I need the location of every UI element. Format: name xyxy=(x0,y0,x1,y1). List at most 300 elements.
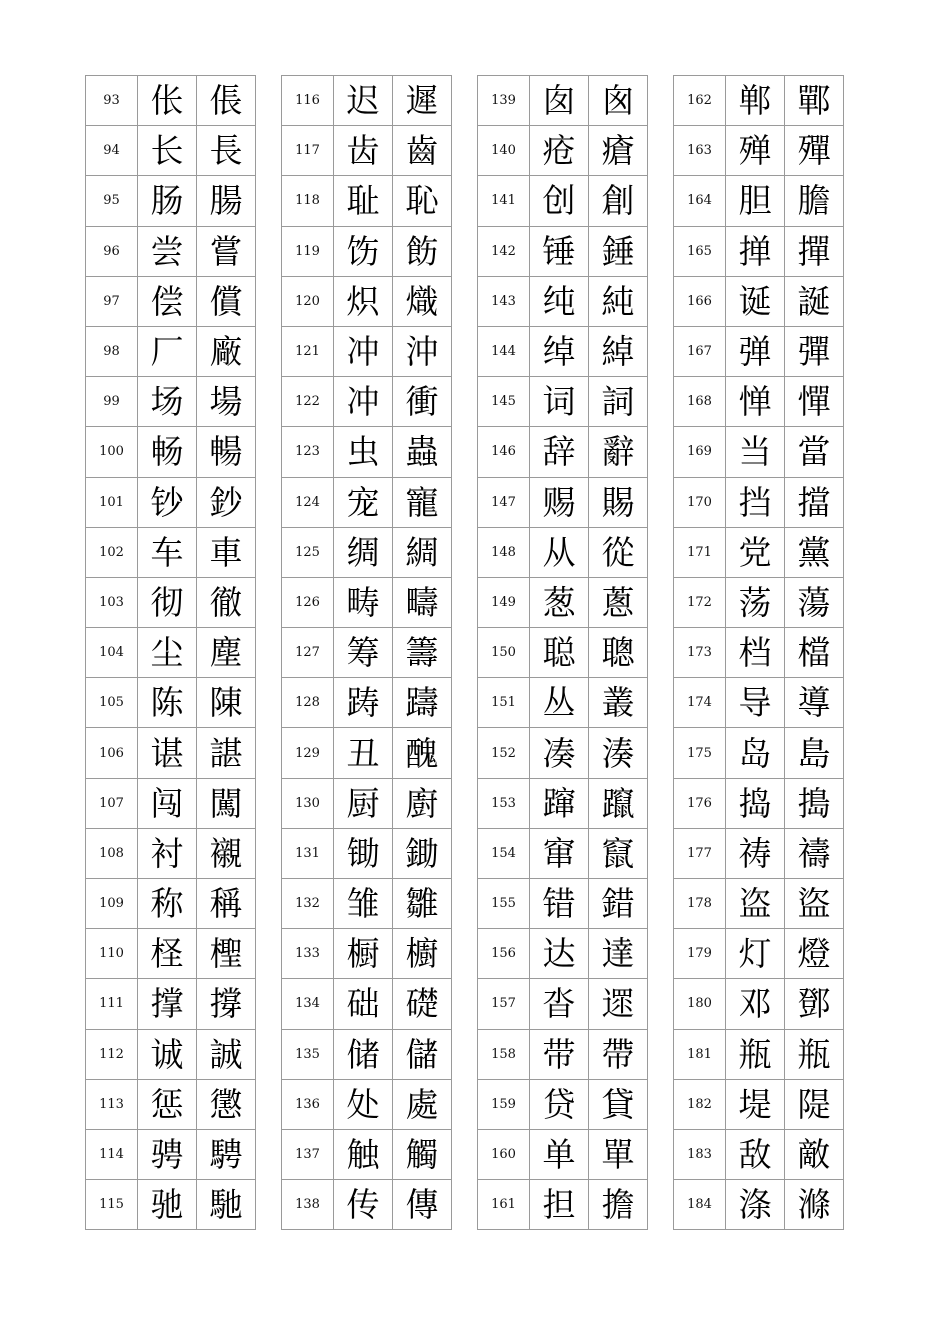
traditional-char: 蟲 xyxy=(393,427,452,477)
row-number: 136 xyxy=(282,1079,334,1129)
traditional-char: 黨 xyxy=(785,527,844,577)
row-number: 174 xyxy=(674,678,726,728)
simplified-char: 绰 xyxy=(530,326,589,376)
traditional-char: 櫥 xyxy=(393,929,452,979)
traditional-char: 廠 xyxy=(197,326,256,376)
table-row xyxy=(674,377,844,427)
traditional-char: 闖 xyxy=(197,778,256,828)
simplified-char: 党 xyxy=(726,527,785,577)
traditional-char: 懲 xyxy=(197,1079,256,1129)
traditional-char: 陳 xyxy=(197,678,256,728)
simplified-char: 骋 xyxy=(138,1129,197,1179)
row-number: 121 xyxy=(282,326,334,376)
traditional-char: 鄧 xyxy=(785,979,844,1029)
table-row xyxy=(478,979,648,1029)
row-number: 102 xyxy=(86,527,138,577)
row-number: 111 xyxy=(86,979,138,1029)
table-row xyxy=(282,326,452,376)
traditional-char: 雛 xyxy=(393,879,452,929)
simplified-char: 挡 xyxy=(726,477,785,527)
row-number: 141 xyxy=(478,176,530,226)
row-number: 149 xyxy=(478,577,530,627)
table-row xyxy=(674,226,844,276)
row-number: 157 xyxy=(478,979,530,1029)
table-row xyxy=(282,527,452,577)
traditional-char: 盜 xyxy=(785,879,844,929)
simplified-char: 传 xyxy=(334,1180,393,1230)
row-number: 96 xyxy=(86,226,138,276)
traditional-char: 馳 xyxy=(197,1180,256,1230)
table-row xyxy=(86,76,256,126)
row-number: 144 xyxy=(478,326,530,376)
char-table-4 xyxy=(673,75,844,1230)
table-row xyxy=(674,176,844,226)
row-number: 180 xyxy=(674,979,726,1029)
table-row xyxy=(674,1129,844,1179)
table-row xyxy=(674,929,844,979)
row-number: 118 xyxy=(282,176,334,226)
table-row xyxy=(674,1079,844,1129)
table-row xyxy=(478,879,648,929)
row-number: 160 xyxy=(478,1129,530,1179)
table-row xyxy=(86,226,256,276)
row-number: 119 xyxy=(282,226,334,276)
traditional-char: 廚 xyxy=(393,778,452,828)
traditional-char: 躊 xyxy=(393,678,452,728)
row-number: 131 xyxy=(282,828,334,878)
table-row xyxy=(86,628,256,678)
traditional-char: 禱 xyxy=(785,828,844,878)
row-number: 115 xyxy=(86,1180,138,1230)
char-table-2 xyxy=(281,75,452,1230)
simplified-char: 瓶 xyxy=(726,1029,785,1079)
table-row xyxy=(86,678,256,728)
row-number: 127 xyxy=(282,628,334,678)
simplified-char: 炽 xyxy=(334,276,393,326)
table-row xyxy=(478,1180,648,1230)
traditional-char: 湊 xyxy=(589,728,648,778)
traditional-char: 騁 xyxy=(197,1129,256,1179)
table-row xyxy=(478,76,648,126)
table-row xyxy=(674,1180,844,1230)
traditional-char: 純 xyxy=(589,276,648,326)
traditional-char: 撣 xyxy=(785,226,844,276)
table-row xyxy=(86,577,256,627)
table-row xyxy=(86,778,256,828)
simplified-char: 谌 xyxy=(138,728,197,778)
table-row xyxy=(478,1029,648,1079)
simplified-char: 当 xyxy=(726,427,785,477)
row-number: 112 xyxy=(86,1029,138,1079)
simplified-char: 贷 xyxy=(530,1079,589,1129)
traditional-char: 沖 xyxy=(393,326,452,376)
table-row xyxy=(674,1029,844,1079)
row-number: 182 xyxy=(674,1079,726,1129)
table-row xyxy=(478,728,648,778)
table-row xyxy=(674,427,844,477)
char-table-body xyxy=(674,76,844,1230)
simplified-char: 辞 xyxy=(530,427,589,477)
row-number: 122 xyxy=(282,377,334,427)
simplified-char: 丛 xyxy=(530,678,589,728)
table-row xyxy=(282,427,452,477)
traditional-char: 創 xyxy=(589,176,648,226)
simplified-char: 掸 xyxy=(726,226,785,276)
simplified-char: 涤 xyxy=(726,1180,785,1230)
traditional-char: 鈔 xyxy=(197,477,256,527)
row-number: 166 xyxy=(674,276,726,326)
table-row xyxy=(478,326,648,376)
traditional-char: 飭 xyxy=(393,226,452,276)
simplified-char: 导 xyxy=(726,678,785,728)
table-row xyxy=(86,326,256,376)
row-number: 125 xyxy=(282,527,334,577)
row-number: 135 xyxy=(282,1029,334,1079)
simplified-char: 处 xyxy=(334,1079,393,1129)
traditional-char: 襯 xyxy=(197,828,256,878)
traditional-char: 醜 xyxy=(393,728,452,778)
row-number: 171 xyxy=(674,527,726,577)
simplified-char: 沓 xyxy=(530,979,589,1029)
traditional-char: 車 xyxy=(197,527,256,577)
traditional-char: 礎 xyxy=(393,979,452,1029)
simplified-char: 捣 xyxy=(726,778,785,828)
row-number: 103 xyxy=(86,577,138,627)
row-number: 93 xyxy=(86,76,138,126)
table-row xyxy=(86,879,256,929)
traditional-char: 隄 xyxy=(785,1079,844,1129)
table-row xyxy=(86,828,256,878)
traditional-char: 躥 xyxy=(589,778,648,828)
traditional-char: 償 xyxy=(197,276,256,326)
row-number: 178 xyxy=(674,879,726,929)
traditional-char: 鋤 xyxy=(393,828,452,878)
traditional-char: 倀 xyxy=(197,76,256,126)
traditional-char: 恥 xyxy=(393,176,452,226)
table-row xyxy=(282,577,452,627)
row-number: 104 xyxy=(86,628,138,678)
simplified-char: 柽 xyxy=(138,929,197,979)
table-row xyxy=(478,126,648,176)
simplified-char: 荡 xyxy=(726,577,785,627)
table-row xyxy=(674,326,844,376)
traditional-char: 遲 xyxy=(393,76,452,126)
row-number: 150 xyxy=(478,628,530,678)
simplified-char: 胆 xyxy=(726,176,785,226)
traditional-char: 瓶 xyxy=(785,1029,844,1079)
table-row xyxy=(282,1180,452,1230)
simplified-char: 储 xyxy=(334,1029,393,1079)
table-row xyxy=(478,577,648,627)
row-number: 154 xyxy=(478,828,530,878)
traditional-char: 辭 xyxy=(589,427,648,477)
traditional-char: 儲 xyxy=(393,1029,452,1079)
simplified-char: 称 xyxy=(138,879,197,929)
char-table-body xyxy=(86,76,256,1230)
traditional-char: 聰 xyxy=(589,628,648,678)
simplified-char: 冲 xyxy=(334,326,393,376)
table-row xyxy=(282,778,452,828)
traditional-char: 貸 xyxy=(589,1079,648,1129)
table-row xyxy=(674,828,844,878)
row-number: 172 xyxy=(674,577,726,627)
traditional-char: 瘡 xyxy=(589,126,648,176)
simplified-char: 场 xyxy=(138,377,197,427)
traditional-char: 齒 xyxy=(393,126,452,176)
simplified-char: 锤 xyxy=(530,226,589,276)
traditional-char: 檔 xyxy=(785,628,844,678)
row-number: 123 xyxy=(282,427,334,477)
row-number: 98 xyxy=(86,326,138,376)
row-number: 163 xyxy=(674,126,726,176)
traditional-char: 殫 xyxy=(785,126,844,176)
traditional-char: 帶 xyxy=(589,1029,648,1079)
simplified-char: 陈 xyxy=(138,678,197,728)
row-number: 145 xyxy=(478,377,530,427)
traditional-char: 鄲 xyxy=(785,76,844,126)
simplified-char: 衬 xyxy=(138,828,197,878)
row-number: 176 xyxy=(674,778,726,828)
traditional-char: 撐 xyxy=(197,979,256,1029)
table-row xyxy=(478,628,648,678)
row-number: 124 xyxy=(282,477,334,527)
traditional-char: 熾 xyxy=(393,276,452,326)
simplified-char: 丑 xyxy=(334,728,393,778)
traditional-char: 從 xyxy=(589,527,648,577)
simplified-char: 长 xyxy=(138,126,197,176)
row-number: 146 xyxy=(478,427,530,477)
simplified-char: 迟 xyxy=(334,76,393,126)
table-row xyxy=(674,778,844,828)
table-row xyxy=(478,276,648,326)
row-number: 151 xyxy=(478,678,530,728)
table-row xyxy=(282,929,452,979)
simplified-char: 肠 xyxy=(138,176,197,226)
traditional-char: 嘗 xyxy=(197,226,256,276)
row-number: 164 xyxy=(674,176,726,226)
table-row xyxy=(282,76,452,126)
simplified-char: 饬 xyxy=(334,226,393,276)
simplified-char: 盗 xyxy=(726,879,785,929)
table-row xyxy=(478,828,648,878)
table-row xyxy=(478,377,648,427)
traditional-char: 賜 xyxy=(589,477,648,527)
traditional-char: 處 xyxy=(393,1079,452,1129)
row-number: 159 xyxy=(478,1079,530,1129)
row-number: 170 xyxy=(674,477,726,527)
simplified-char: 驰 xyxy=(138,1180,197,1230)
table-row xyxy=(282,226,452,276)
table-row xyxy=(674,577,844,627)
simplified-char: 灯 xyxy=(726,929,785,979)
traditional-char: 暢 xyxy=(197,427,256,477)
simplified-char: 赐 xyxy=(530,477,589,527)
row-number: 184 xyxy=(674,1180,726,1230)
row-number: 105 xyxy=(86,678,138,728)
simplified-char: 凑 xyxy=(530,728,589,778)
traditional-char: 長 xyxy=(197,126,256,176)
traditional-char: 憚 xyxy=(785,377,844,427)
simplified-char: 担 xyxy=(530,1180,589,1230)
row-number: 183 xyxy=(674,1129,726,1179)
traditional-char: 徹 xyxy=(197,577,256,627)
simplified-char: 触 xyxy=(334,1129,393,1179)
traditional-char: 島 xyxy=(785,728,844,778)
row-number: 173 xyxy=(674,628,726,678)
simplified-char: 敌 xyxy=(726,1129,785,1179)
table-row xyxy=(86,527,256,577)
table-row xyxy=(282,477,452,527)
row-number: 101 xyxy=(86,477,138,527)
simplified-char: 厨 xyxy=(334,778,393,828)
char-table-body xyxy=(478,76,648,1230)
traditional-char: 燈 xyxy=(785,929,844,979)
simplified-char: 尝 xyxy=(138,226,197,276)
simplified-char: 弹 xyxy=(726,326,785,376)
row-number: 138 xyxy=(282,1180,334,1230)
traditional-char: 擔 xyxy=(589,1180,648,1230)
traditional-char: 傳 xyxy=(393,1180,452,1230)
table-row xyxy=(674,276,844,326)
table-row xyxy=(674,678,844,728)
table-row xyxy=(86,427,256,477)
traditional-char: 蕩 xyxy=(785,577,844,627)
traditional-char: 觸 xyxy=(393,1129,452,1179)
table-row xyxy=(282,377,452,427)
table-row xyxy=(86,1029,256,1079)
traditional-char: 誕 xyxy=(785,276,844,326)
simplified-char: 伥 xyxy=(138,76,197,126)
traditional-char: 誠 xyxy=(197,1029,256,1079)
row-number: 109 xyxy=(86,879,138,929)
table-row xyxy=(478,678,648,728)
row-number: 129 xyxy=(282,728,334,778)
simplified-char: 殚 xyxy=(726,126,785,176)
row-number: 116 xyxy=(282,76,334,126)
table-row xyxy=(674,76,844,126)
traditional-char: 綽 xyxy=(589,326,648,376)
table-row xyxy=(86,1129,256,1179)
row-number: 153 xyxy=(478,778,530,828)
row-number: 155 xyxy=(478,879,530,929)
row-number: 99 xyxy=(86,377,138,427)
simplified-char: 冲 xyxy=(334,377,393,427)
traditional-char: 籌 xyxy=(393,628,452,678)
table-row xyxy=(478,929,648,979)
simplified-char: 闯 xyxy=(138,778,197,828)
traditional-char: 塵 xyxy=(197,628,256,678)
table-row xyxy=(86,979,256,1029)
traditional-char: 檉 xyxy=(197,929,256,979)
row-number: 107 xyxy=(86,778,138,828)
row-number: 128 xyxy=(282,678,334,728)
traditional-char: 綢 xyxy=(393,527,452,577)
table-row xyxy=(86,728,256,778)
row-number: 165 xyxy=(674,226,726,276)
traditional-char: 單 xyxy=(589,1129,648,1179)
simplified-char: 锄 xyxy=(334,828,393,878)
table-row xyxy=(478,477,648,527)
traditional-char: 敵 xyxy=(785,1129,844,1179)
simplified-char: 宠 xyxy=(334,477,393,527)
traditional-char: 達 xyxy=(589,929,648,979)
simplified-char: 聪 xyxy=(530,628,589,678)
table-row xyxy=(478,778,648,828)
row-number: 100 xyxy=(86,427,138,477)
traditional-char: 搗 xyxy=(785,778,844,828)
traditional-char: 場 xyxy=(197,377,256,427)
table-row xyxy=(282,1129,452,1179)
table-row xyxy=(478,1129,648,1179)
traditional-char: 囪 xyxy=(589,76,648,126)
simplified-char: 词 xyxy=(530,377,589,427)
traditional-char: 導 xyxy=(785,678,844,728)
traditional-char: 疇 xyxy=(393,577,452,627)
row-number: 108 xyxy=(86,828,138,878)
simplified-char: 堤 xyxy=(726,1079,785,1129)
table-row xyxy=(282,1029,452,1079)
traditional-char: 蔥 xyxy=(589,577,648,627)
simplified-char: 诚 xyxy=(138,1029,197,1079)
table-row xyxy=(86,1180,256,1230)
row-number: 132 xyxy=(282,879,334,929)
row-number: 175 xyxy=(674,728,726,778)
simplified-char: 诞 xyxy=(726,276,785,326)
table-row xyxy=(674,527,844,577)
table-row xyxy=(478,527,648,577)
row-number: 147 xyxy=(478,477,530,527)
table-row xyxy=(282,879,452,929)
simplified-char: 达 xyxy=(530,929,589,979)
table-row xyxy=(674,979,844,1029)
row-number: 113 xyxy=(86,1079,138,1129)
row-number: 168 xyxy=(674,377,726,427)
row-number: 158 xyxy=(478,1029,530,1079)
table-row xyxy=(478,226,648,276)
traditional-char: 擋 xyxy=(785,477,844,527)
traditional-char: 腸 xyxy=(197,176,256,226)
simplified-char: 惩 xyxy=(138,1079,197,1129)
traditional-char: 稱 xyxy=(197,879,256,929)
simplified-char: 雏 xyxy=(334,879,393,929)
table-row xyxy=(86,477,256,527)
traditional-char: 詞 xyxy=(589,377,648,427)
simplified-char: 葱 xyxy=(530,577,589,627)
simplified-char: 橱 xyxy=(334,929,393,979)
row-number: 152 xyxy=(478,728,530,778)
table-row xyxy=(674,126,844,176)
row-number: 161 xyxy=(478,1180,530,1230)
char-table-body xyxy=(282,76,452,1230)
row-number: 139 xyxy=(478,76,530,126)
table-row xyxy=(674,628,844,678)
table-row xyxy=(282,678,452,728)
simplified-char: 疮 xyxy=(530,126,589,176)
simplified-char: 带 xyxy=(530,1029,589,1079)
traditional-char: 衝 xyxy=(393,377,452,427)
row-number: 94 xyxy=(86,126,138,176)
simplified-char: 畴 xyxy=(334,577,393,627)
char-table-3 xyxy=(477,75,648,1230)
traditional-char: 膽 xyxy=(785,176,844,226)
simplified-char: 齿 xyxy=(334,126,393,176)
simplified-char: 撑 xyxy=(138,979,197,1029)
row-number: 181 xyxy=(674,1029,726,1079)
row-number: 110 xyxy=(86,929,138,979)
simplified-char: 惮 xyxy=(726,377,785,427)
row-number: 162 xyxy=(674,76,726,126)
simplified-char: 单 xyxy=(530,1129,589,1179)
